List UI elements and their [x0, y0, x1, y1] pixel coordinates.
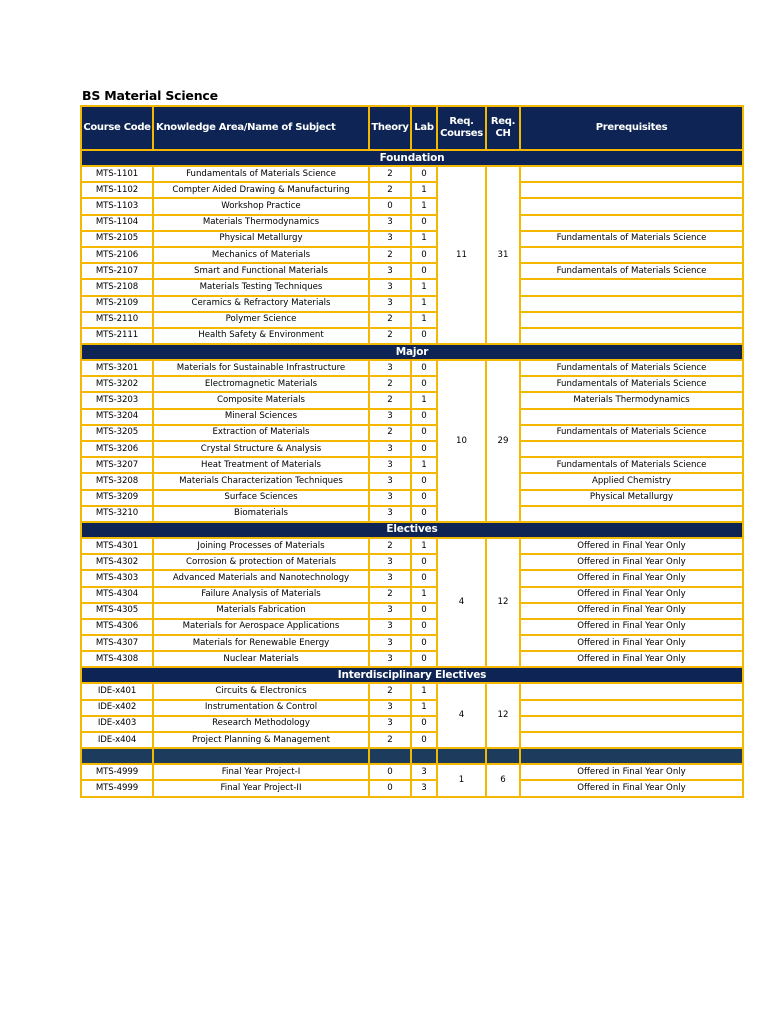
prerequisite: Offered in Final Year Only	[520, 764, 743, 780]
table-row	[81, 457, 743, 473]
lab-hours: 0	[411, 215, 437, 231]
prerequisite: Offered in Final Year Only	[520, 780, 743, 796]
course-code: MTS-4305	[81, 603, 153, 619]
prerequisite	[520, 506, 743, 522]
course-code: MTS-2111	[81, 328, 153, 344]
course-code: MTS-4308	[81, 651, 153, 667]
lab-hours: 0	[411, 376, 437, 392]
subject-name: Failure Analysis of Materials	[153, 587, 369, 603]
course-code: MTS-3206	[81, 441, 153, 457]
course-code: MTS-4304	[81, 587, 153, 603]
prerequisite: Materials Thermodynamics	[520, 392, 743, 408]
section-title: Interdisciplinary Electives	[81, 667, 743, 683]
table-row	[81, 392, 743, 408]
subject-name: Nuclear Materials	[153, 651, 369, 667]
course-code: MTS-4301	[81, 538, 153, 554]
required-credit-hours: 12	[486, 538, 520, 668]
curriculum-table	[80, 105, 744, 798]
blank-section-cell	[153, 748, 369, 764]
lab-hours: 0	[411, 570, 437, 586]
lab-hours: 0	[411, 716, 437, 732]
lab-hours: 1	[411, 296, 437, 312]
theory-hours: 2	[369, 182, 411, 198]
theory-hours: 3	[369, 231, 411, 247]
prerequisite	[520, 279, 743, 295]
theory-hours: 3	[369, 635, 411, 651]
theory-hours: 2	[369, 376, 411, 392]
theory-hours: 0	[369, 780, 411, 796]
course-code: MTS-4307	[81, 635, 153, 651]
lab-hours: 0	[411, 441, 437, 457]
course-code: IDE-x402	[81, 700, 153, 716]
theory-hours: 0	[369, 764, 411, 780]
header-req-ch: Req. CH	[486, 106, 520, 150]
course-code: MTS-3207	[81, 457, 153, 473]
subject-name: Polymer Science	[153, 312, 369, 328]
theory-hours: 3	[369, 700, 411, 716]
section-header-row	[81, 667, 743, 683]
prerequisite	[520, 247, 743, 263]
table-row	[81, 198, 743, 214]
table-row	[81, 635, 743, 651]
table-row	[81, 780, 743, 796]
table-row	[81, 619, 743, 635]
prerequisite	[520, 166, 743, 182]
prerequisite	[520, 683, 743, 699]
required-credit-hours: 29	[486, 360, 520, 522]
lab-hours: 0	[411, 166, 437, 182]
theory-hours: 0	[369, 198, 411, 214]
theory-hours: 2	[369, 538, 411, 554]
subject-name: Materials Characterization Techniques	[153, 473, 369, 489]
prerequisite: Offered in Final Year Only	[520, 651, 743, 667]
table-row	[81, 764, 743, 780]
required-credit-hours: 31	[486, 166, 520, 344]
prerequisite: Fundamentals of Materials Science	[520, 425, 743, 441]
lab-hours: 1	[411, 587, 437, 603]
course-code: MTS-4303	[81, 570, 153, 586]
prerequisite	[520, 182, 743, 198]
lab-hours: 0	[411, 635, 437, 651]
theory-hours: 3	[369, 554, 411, 570]
lab-hours: 0	[411, 473, 437, 489]
course-code: MTS-3209	[81, 490, 153, 506]
subject-name: Smart and Functional Materials	[153, 263, 369, 279]
table-header-row	[81, 106, 743, 150]
subject-name: Materials Thermodynamics	[153, 215, 369, 231]
section-title: Electives	[81, 522, 743, 538]
subject-name: Final Year Project-I	[153, 764, 369, 780]
blank-section-cell	[437, 748, 486, 764]
theory-hours: 3	[369, 506, 411, 522]
required-credit-hours: 6	[486, 764, 520, 796]
course-code: MTS-4999	[81, 780, 153, 796]
table-row	[81, 716, 743, 732]
lab-hours: 1	[411, 392, 437, 408]
subject-name: Health Safety & Environment	[153, 328, 369, 344]
table-row	[81, 312, 743, 328]
prerequisite: Applied Chemistry	[520, 473, 743, 489]
course-code: MTS-3202	[81, 376, 153, 392]
subject-name: Advanced Materials and Nanotechnology	[153, 570, 369, 586]
table-row	[81, 538, 743, 554]
section-title: Major	[81, 344, 743, 360]
subject-name: Ceramics & Refractory Materials	[153, 296, 369, 312]
prerequisite: Fundamentals of Materials Science	[520, 457, 743, 473]
theory-hours: 2	[369, 247, 411, 263]
prerequisite: Offered in Final Year Only	[520, 538, 743, 554]
subject-name: Biomaterials	[153, 506, 369, 522]
theory-hours: 3	[369, 360, 411, 376]
subject-name: Materials for Sustainable Infrastructure	[153, 360, 369, 376]
lab-hours: 0	[411, 490, 437, 506]
lab-hours: 1	[411, 198, 437, 214]
subject-name: Mineral Sciences	[153, 409, 369, 425]
table-row	[81, 247, 743, 263]
subject-name: Composite Materials	[153, 392, 369, 408]
course-code: MTS-3210	[81, 506, 153, 522]
theory-hours: 3	[369, 263, 411, 279]
theory-hours: 2	[369, 328, 411, 344]
course-code: MTS-3204	[81, 409, 153, 425]
course-code: IDE-x403	[81, 716, 153, 732]
theory-hours: 2	[369, 312, 411, 328]
theory-hours: 3	[369, 441, 411, 457]
subject-name: Heat Treatment of Materials	[153, 457, 369, 473]
lab-hours: 1	[411, 279, 437, 295]
course-code: MTS-3208	[81, 473, 153, 489]
theory-hours: 2	[369, 683, 411, 699]
theory-hours: 3	[369, 296, 411, 312]
course-code: MTS-1101	[81, 166, 153, 182]
blank-section-cell	[411, 748, 437, 764]
lab-hours: 1	[411, 457, 437, 473]
required-courses: 4	[437, 683, 486, 748]
subject-name: Extraction of Materials	[153, 425, 369, 441]
table-row	[81, 603, 743, 619]
prerequisite	[520, 328, 743, 344]
subject-name: Materials Testing Techniques	[153, 279, 369, 295]
theory-hours: 3	[369, 490, 411, 506]
table-row	[81, 554, 743, 570]
section-header-row	[81, 150, 743, 166]
table-row	[81, 215, 743, 231]
blank-section-cell	[369, 748, 411, 764]
table-row	[81, 425, 743, 441]
subject-name: Circuits & Electronics	[153, 683, 369, 699]
blank-section-cell	[486, 748, 520, 764]
theory-hours: 3	[369, 473, 411, 489]
subject-name: Physical Metallurgy	[153, 231, 369, 247]
table-row	[81, 651, 743, 667]
subject-name: Fundamentals of Materials Science	[153, 166, 369, 182]
theory-hours: 3	[369, 570, 411, 586]
theory-hours: 3	[369, 279, 411, 295]
table-body	[81, 150, 743, 797]
subject-name: Corrosion & protection of Materials	[153, 554, 369, 570]
course-code: MTS-4302	[81, 554, 153, 570]
lab-hours: 1	[411, 231, 437, 247]
prerequisite	[520, 441, 743, 457]
table-row	[81, 700, 743, 716]
lab-hours: 0	[411, 263, 437, 279]
subject-name: Compter Aided Drawing & Manufacturing	[153, 182, 369, 198]
lab-hours: 0	[411, 619, 437, 635]
subject-name: Joining Processes of Materials	[153, 538, 369, 554]
course-code: MTS-3201	[81, 360, 153, 376]
course-code: MTS-1104	[81, 215, 153, 231]
lab-hours: 0	[411, 328, 437, 344]
section-title: Foundation	[81, 150, 743, 166]
table-row	[81, 279, 743, 295]
theory-hours: 2	[369, 166, 411, 182]
lab-hours: 1	[411, 182, 437, 198]
course-code: MTS-2105	[81, 231, 153, 247]
table-row	[81, 683, 743, 699]
prerequisite: Offered in Final Year Only	[520, 619, 743, 635]
lab-hours: 0	[411, 409, 437, 425]
course-code: MTS-4306	[81, 619, 153, 635]
prerequisite	[520, 716, 743, 732]
prerequisite	[520, 312, 743, 328]
table-row	[81, 490, 743, 506]
course-code: MTS-2106	[81, 247, 153, 263]
header-lab: Lab	[411, 106, 437, 150]
lab-hours: 3	[411, 764, 437, 780]
prerequisite: Offered in Final Year Only	[520, 570, 743, 586]
prerequisite: Fundamentals of Materials Science	[520, 360, 743, 376]
theory-hours: 3	[369, 651, 411, 667]
required-credit-hours: 12	[486, 683, 520, 748]
header-req-courses: Req. Courses	[437, 106, 486, 150]
section-header-row	[81, 522, 743, 538]
course-code: IDE-x401	[81, 683, 153, 699]
document-title: BS Material Science	[82, 88, 218, 103]
header-theory: Theory	[369, 106, 411, 150]
lab-hours: 1	[411, 312, 437, 328]
prerequisite: Fundamentals of Materials Science	[520, 263, 743, 279]
table-row	[81, 473, 743, 489]
section-header-row	[81, 344, 743, 360]
prerequisite: Offered in Final Year Only	[520, 635, 743, 651]
lab-hours: 1	[411, 538, 437, 554]
required-courses: 11	[437, 166, 486, 344]
lab-hours: 0	[411, 651, 437, 667]
section-header-row	[81, 748, 743, 764]
subject-name: Materials Fabrication	[153, 603, 369, 619]
subject-name: Project Planning & Management	[153, 732, 369, 748]
course-code: MTS-2109	[81, 296, 153, 312]
subject-name: Crystal Structure & Analysis	[153, 441, 369, 457]
table-row	[81, 328, 743, 344]
theory-hours: 2	[369, 587, 411, 603]
course-code: MTS-2108	[81, 279, 153, 295]
subject-name: Workshop Practice	[153, 198, 369, 214]
lab-hours: 0	[411, 247, 437, 263]
prerequisite: Offered in Final Year Only	[520, 603, 743, 619]
subject-name: Electromagnetic Materials	[153, 376, 369, 392]
lab-hours: 3	[411, 780, 437, 796]
theory-hours: 3	[369, 716, 411, 732]
subject-name: Materials for Aerospace Applications	[153, 619, 369, 635]
blank-section-cell	[81, 748, 153, 764]
prerequisite: Offered in Final Year Only	[520, 587, 743, 603]
lab-hours: 1	[411, 683, 437, 699]
table-row	[81, 570, 743, 586]
header-subject-name: Knowledge Area/Name of Subject	[153, 106, 369, 150]
table-row	[81, 506, 743, 522]
table-row	[81, 231, 743, 247]
table-row	[81, 409, 743, 425]
subject-name: Surface Sciences	[153, 490, 369, 506]
theory-hours: 3	[369, 457, 411, 473]
table-row	[81, 587, 743, 603]
theory-hours: 3	[369, 215, 411, 231]
prerequisite: Physical Metallurgy	[520, 490, 743, 506]
required-courses: 1	[437, 764, 486, 796]
blank-section-cell	[520, 748, 743, 764]
header-prerequisites: Prerequisites	[520, 106, 743, 150]
theory-hours: 2	[369, 392, 411, 408]
table-row	[81, 376, 743, 392]
course-code: MTS-2110	[81, 312, 153, 328]
table-row	[81, 182, 743, 198]
lab-hours: 0	[411, 732, 437, 748]
theory-hours: 3	[369, 619, 411, 635]
table-row	[81, 166, 743, 182]
subject-name: Final Year Project-II	[153, 780, 369, 796]
lab-hours: 1	[411, 700, 437, 716]
course-code: MTS-2107	[81, 263, 153, 279]
subject-name: Research Methodology	[153, 716, 369, 732]
subject-name: Instrumentation & Control	[153, 700, 369, 716]
course-code: MTS-3205	[81, 425, 153, 441]
table-row	[81, 296, 743, 312]
prerequisite	[520, 409, 743, 425]
subject-name: Materials for Renewable Energy	[153, 635, 369, 651]
header-course-code: Course Code	[81, 106, 153, 150]
lab-hours: 0	[411, 360, 437, 376]
required-courses: 10	[437, 360, 486, 522]
prerequisite	[520, 198, 743, 214]
course-code: IDE-x404	[81, 732, 153, 748]
course-code: MTS-1102	[81, 182, 153, 198]
lab-hours: 0	[411, 506, 437, 522]
theory-hours: 3	[369, 409, 411, 425]
lab-hours: 0	[411, 425, 437, 441]
prerequisite: Fundamentals of Materials Science	[520, 231, 743, 247]
table-row	[81, 441, 743, 457]
prerequisite	[520, 732, 743, 748]
course-code: MTS-1103	[81, 198, 153, 214]
required-courses: 4	[437, 538, 486, 668]
theory-hours: 3	[369, 603, 411, 619]
lab-hours: 0	[411, 603, 437, 619]
prerequisite	[520, 296, 743, 312]
prerequisite	[520, 700, 743, 716]
table-row	[81, 732, 743, 748]
table-row	[81, 360, 743, 376]
theory-hours: 2	[369, 425, 411, 441]
lab-hours: 0	[411, 554, 437, 570]
subject-name: Mechanics of Materials	[153, 247, 369, 263]
course-code: MTS-3203	[81, 392, 153, 408]
prerequisite: Fundamentals of Materials Science	[520, 376, 743, 392]
theory-hours: 2	[369, 732, 411, 748]
prerequisite	[520, 215, 743, 231]
course-code: MTS-4999	[81, 764, 153, 780]
prerequisite: Offered in Final Year Only	[520, 554, 743, 570]
table-row	[81, 263, 743, 279]
